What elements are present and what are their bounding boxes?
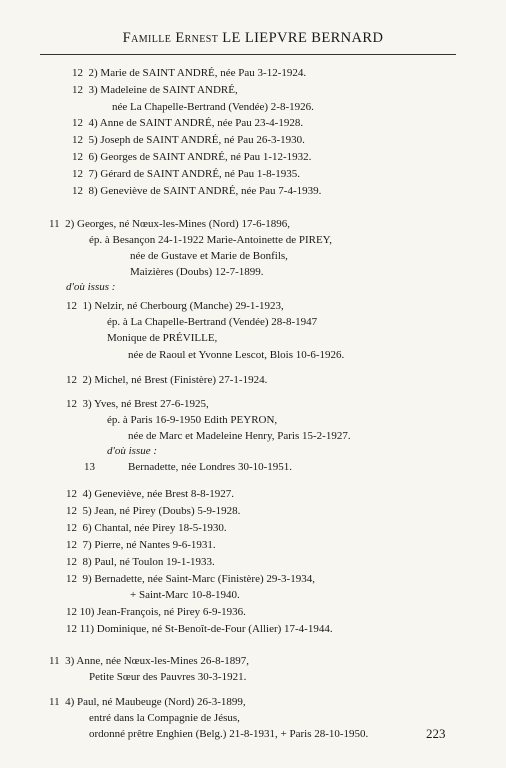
header-prefix: Famille Ernest: [122, 30, 219, 46]
entry-line: 12 2) Marie de SAINT ANDRÉ, née Pau 3-12-1924.: [72, 67, 307, 79]
running-header: [0, 30, 506, 47]
entry-continuation: Maizières (Doubs) 12-7-1899.: [130, 266, 264, 278]
entry-line: 12 5) Joseph de SAINT ANDRÉ, né Pau 26-3-1930.: [72, 134, 305, 146]
entry-line: 12 7) Pierre, né Nantes 9-6-1931.: [66, 539, 216, 551]
entry-line: 12 3) Madeleine de SAINT ANDRÉ,: [72, 84, 238, 96]
entry-line: 11 2) Georges, né Nœux-les-Mines (Nord) 17-6-1896,: [49, 218, 291, 230]
entry-line: 12 10) Jean-François, né Pirey 6-9-1936.: [66, 606, 246, 618]
entry-continuation: ép. à La Chapelle-Bertrand (Vendée) 28-8-1947: [107, 316, 318, 328]
entry-continuation: ép. à Besançon 24-1-1922 Marie-Antoinette de PIREY,: [89, 234, 332, 246]
generation-number: 13: [84, 461, 95, 473]
entry-line: 12 2) Michel, né Brest (Finistère) 27-1-1924.: [66, 374, 268, 386]
entry-line: 12 9) Bernadette, née Saint-Marc (Finistère) 29-3-1934,: [66, 573, 315, 585]
entry-continuation: Petite Sœur des Pauvres 30-3-1921.: [89, 671, 247, 683]
entry-continuation: née de Raoul et Yvonne Lescot, Blois 10-6-1926.: [128, 349, 345, 361]
entry-line: 12 3) Yves, né Brest 27-6-1925,: [66, 398, 209, 410]
entry-line: 11 3) Anne, née Nœux-les-Mines 26-8-1897,: [49, 655, 249, 667]
issue-label: d'où issue :: [107, 445, 158, 457]
entry-continuation: entré dans la Compagnie de Jésus,: [89, 712, 240, 724]
entry-line: 12 8) Paul, né Toulon 19-1-1933.: [66, 556, 215, 568]
entry-line: 12 4) Geneviève, née Brest 8-8-1927.: [66, 488, 235, 500]
entry-line: 12 8) Geneviève de SAINT ANDRÉ, née Pau 7-4-1939.: [72, 185, 322, 197]
entry-line: 12 11) Dominique, né St-Benoît-de-Four (Allier) 17-4-1944.: [66, 623, 333, 635]
entry-continuation: + Saint-Marc 10-8-1940.: [130, 589, 240, 601]
entry-line: 11 4) Paul, né Maubeuge (Nord) 26-3-1899,: [49, 696, 246, 708]
page-number: 223: [426, 726, 446, 741]
entry-continuation: née La Chapelle-Bertrand (Vendée) 2-8-1926.: [112, 101, 314, 113]
entry-line: 12 1) Nelzir, né Cherbourg (Manche) 29-1-1923,: [66, 300, 284, 312]
entry-line: 12 7) Gérard de SAINT ANDRÉ, né Pau 1-8-1935.: [72, 168, 301, 180]
entry-continuation: Monique de PRÉVILLE,: [107, 332, 218, 344]
header-rule: [40, 54, 456, 55]
entry-continuation: née de Marc et Madeleine Henry, Paris 15-2-1927.: [128, 430, 351, 442]
entry-continuation: née de Gustave et Marie de Bonfils,: [130, 250, 288, 262]
entry-line: 12 5) Jean, né Pirey (Doubs) 5-9-1928.: [66, 505, 241, 517]
entry-continuation: ordonné prêtre Enghien (Belg.) 21-8-1931, + Paris 28-10-1950.: [89, 728, 369, 740]
entry-line: 12 6) Georges de SAINT ANDRÉ, né Pau 1-12-1932.: [72, 151, 312, 163]
entry-line: 12 6) Chantal, née Pirey 18-5-1930.: [66, 522, 227, 534]
header-family-name: LE LIEPVRE BERNARD: [222, 30, 384, 46]
issue-label: d'où issus :: [66, 281, 116, 293]
entry-line: 12 4) Anne de SAINT ANDRÉ, née Pau 23-4-1928.: [72, 117, 304, 129]
entry-continuation: Bernadette, née Londres 30-10-1951.: [128, 461, 293, 473]
entry-continuation: ép. à Paris 16-9-1950 Edith PEYRON,: [107, 414, 278, 426]
